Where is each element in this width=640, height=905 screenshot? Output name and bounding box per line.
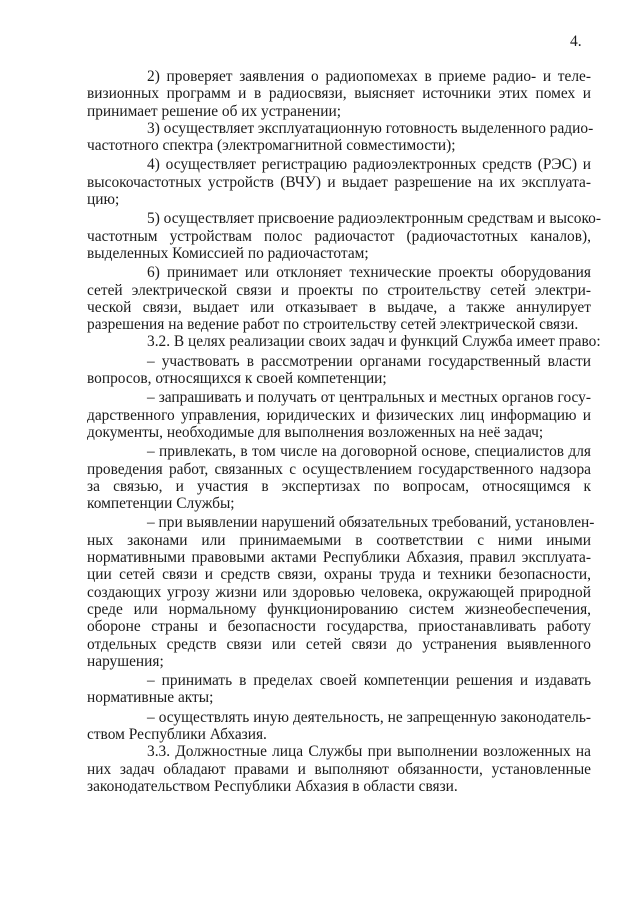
text-line: отдельных средств связи или сетей связи до устранения выявленного — [87, 635, 591, 653]
text-line: ных законами или принимаемыми в соответствии с ними иными — [87, 531, 591, 549]
text-line: разрешения на ведение работ по строительству сетей электрической связи. — [87, 316, 579, 334]
text-line: – принимать в пределах своей компетенции решения и издавать — [147, 672, 591, 690]
text-line: дарственного управления, юридических и физических лиц информацию и — [87, 406, 591, 424]
text-line: обороне страны и безопасности государства, приостанавливать работу — [87, 618, 591, 636]
text-line: 3.3. Должностные лица Службы при выполнении возложенных на — [147, 743, 591, 761]
paragraph — [87, 210, 602, 262]
paragraph — [87, 743, 591, 795]
text-line: 4) осуществляет регистрацию радиоэлектронных средств (РЭС) и — [147, 156, 591, 174]
text-line: 6) принимает или отклоняет технические проекты оборудования — [147, 264, 591, 282]
page-number: 4. — [570, 33, 582, 50]
text-line: 3.2. В целях реализации своих задач и функций Служба имеет право: — [147, 333, 601, 351]
text-line: – запрашивать и получать от центральных и местных органов госу- — [147, 389, 591, 407]
text-line: – привлекать, в том числе на договорной основе, специалистов для — [147, 443, 591, 461]
text-line: – осуществлять иную деятельность, не запрещенную законодатель- — [147, 708, 591, 726]
paragraph — [87, 443, 591, 512]
paragraph — [87, 68, 591, 120]
text-line: – при выявлении нарушений обязательных требований, установлен- — [147, 514, 595, 532]
text-line: компетенции Службы; — [87, 495, 235, 513]
text-line: выделенных Комиссией по радиочастотам; — [87, 244, 369, 262]
text-line: цию; — [87, 191, 120, 209]
text-line: высокочастотных устройств (ВЧУ) и выдает разрешение на их эксплуата- — [87, 173, 591, 191]
text-line: проведения работ, связанных с осуществлением государственного надзора — [87, 460, 591, 478]
text-line: за связью, и участия в экспертизах по вопросам, относящимся к — [87, 477, 591, 495]
paragraph — [87, 353, 591, 388]
text-line: 2) проверяет заявления о радиопомехах в приеме радио- и теле- — [147, 68, 591, 85]
paragraph — [87, 709, 591, 744]
text-line: среде или нормальному функционированию систем жизнеобеспечения, — [87, 600, 591, 618]
text-line: ческой связи, выдает или отказывает в выдаче, а также аннулирует — [87, 298, 591, 316]
paragraph — [87, 119, 594, 155]
text-line: нормативные акты; — [87, 689, 214, 707]
text-line: нормативными правовыми актами Республики Абхазия, правил эксплуата- — [87, 549, 591, 567]
text-line: принимает решение об их устранении; — [87, 102, 342, 120]
paragraph — [87, 333, 601, 351]
text-line: – участвовать в рассмотрении органами государственный власти — [147, 352, 591, 370]
text-line: ством Республики Абхазия. — [87, 725, 267, 743]
paragraph — [87, 389, 591, 441]
text-line: частотного спектра (электромагнитной совместимости); — [87, 137, 456, 155]
text-line: вопросов, относящихся к своей компетенции; — [87, 370, 387, 388]
text-line: документы, необходимые для выполнения возложенных на неё задач; — [87, 423, 544, 441]
paragraph — [87, 672, 591, 707]
text-line: частотным устройствам полос радиочастот (радиочастотных каналов), — [87, 227, 591, 245]
text-line: создающих угрозу жизни или здоровью человека, окружающей природной — [87, 583, 591, 601]
paragraph — [87, 156, 591, 208]
text-line: ции сетей связи и средств связи, охраны труда и техники безопасности, — [87, 566, 591, 584]
text-line: сетей электрической связи и проекты по строительству сетей электри- — [87, 281, 591, 299]
text-line: них задач обладают правами и выполняют обязанности, установленные — [87, 760, 591, 778]
text-line: визионных программ и в радиосвязи, выясняет источники этих помех и — [87, 85, 591, 103]
paragraph — [87, 514, 595, 670]
paragraph — [87, 264, 591, 333]
text-line: нарушения; — [87, 652, 164, 670]
text-line: 5) осуществляет присвоение радиоэлектронным средствам и высоко- — [147, 210, 602, 228]
document-body — [87, 68, 602, 795]
text-line: 3) осуществляет эксплуатационную готовность выделенного радио- — [147, 119, 594, 137]
text-line: законодательством Республики Абхазия в области связи. — [87, 777, 458, 795]
